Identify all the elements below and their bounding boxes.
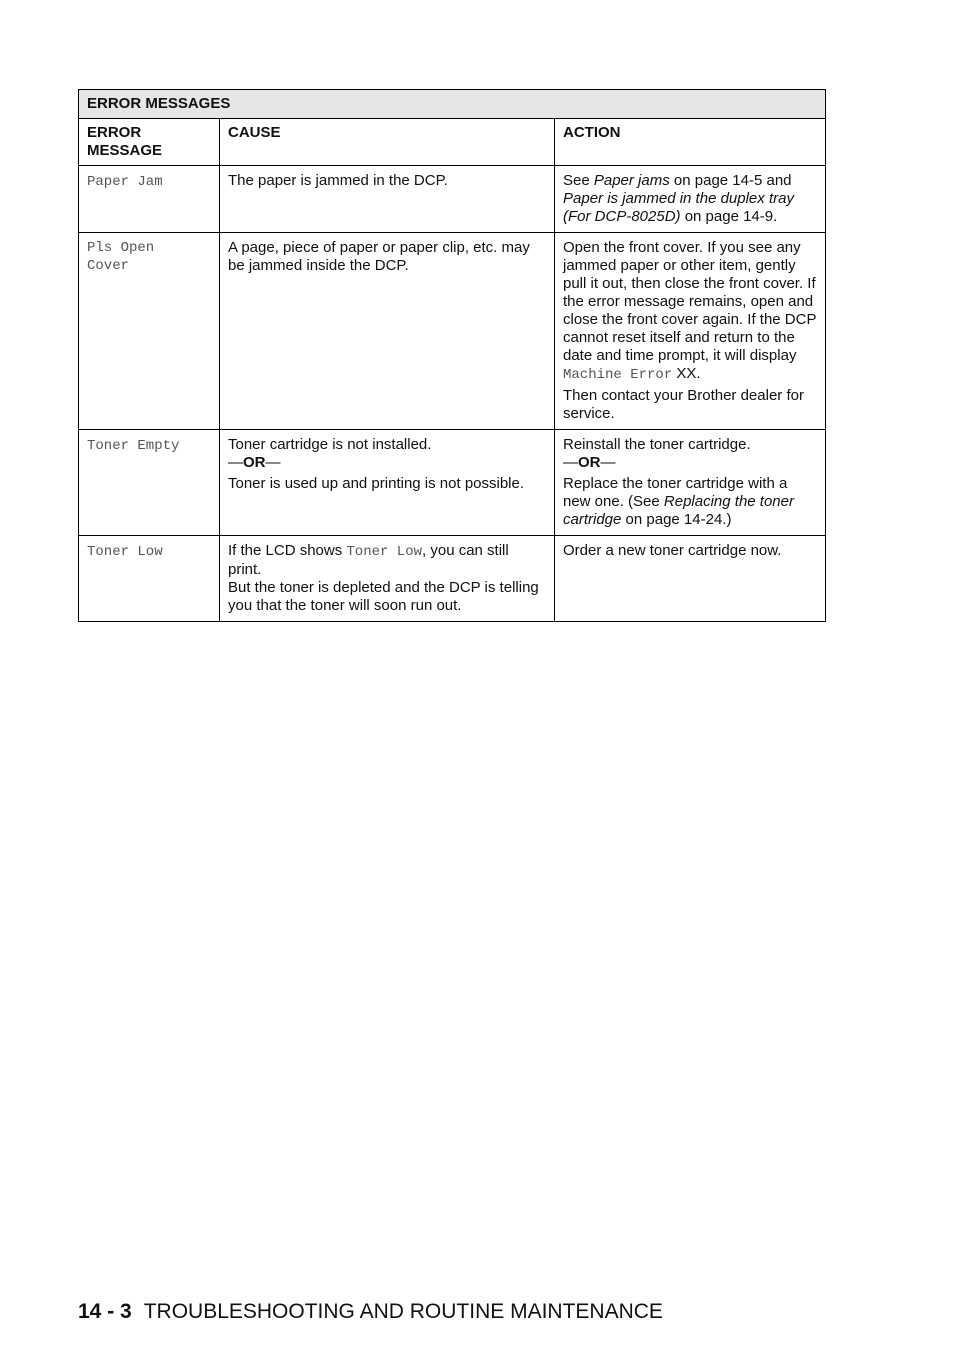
action-text-contact-dealer: Then contact your Brother dealer for service. [563,387,804,422]
action-text: See [563,172,594,189]
reference-paper-jams: Paper jams [593,172,670,189]
action-text: on page 14-9. [680,208,778,225]
or-label: OR [243,454,266,471]
error-message-text: Toner Low [87,544,163,560]
action-text: XX. [672,365,701,382]
action-text: Open the front cover. If you see any jammed paper or other item, gently pull it out, then close the front cover. If the error message remains, open and close the front cover again. If the DCP cannot reset itself and return to the date and time prompt, it will display [563,239,817,364]
page-number: 14 - 3 [78,1300,132,1323]
action-cell [555,166,826,233]
error-message-cell [79,233,220,430]
cause-cell [220,536,555,622]
lcd-code-toner-low: Toner Low [346,544,423,560]
action-text: Replace the toner cartridge with a new one. (See [563,475,788,510]
action-line: Reinstall the toner cartridge. [563,436,751,453]
table-row [79,166,826,233]
table-row [79,536,826,622]
header-cause: CAUSE [220,119,555,166]
dash: — [600,454,616,471]
table-row [79,233,826,430]
or-separator [228,454,546,472]
header-action: ACTION [555,119,826,166]
cause-line: But the toner is depleted and the DCP is telling you that the toner will soon run out. [228,579,539,614]
cause-line: Toner cartridge is not installed. [228,436,432,453]
error-message-cell [79,166,220,233]
table-title-row [79,90,826,119]
cause-cell: The paper is jammed in the DCP. [220,166,555,233]
cause-cell: A page, piece of paper or paper clip, etc. may be jammed inside the DCP. [220,233,555,430]
action-cell [555,233,826,430]
error-message-cell [79,430,220,536]
or-label: OR [578,454,601,471]
cause-line: Toner is used up and printing is not possible. [228,475,525,492]
table-title: ERROR MESSAGES [79,90,826,119]
error-message-cell [79,536,220,622]
section-title: TROUBLESHOOTING AND ROUTINE MAINTENANCE [143,1300,663,1323]
error-message-text: Pls Open Cover [87,240,155,274]
table-row [79,430,826,536]
table-header-row [79,119,826,166]
header-error-message: ERROR MESSAGE [79,119,220,166]
error-messages-table [78,89,826,622]
error-message-text: Toner Empty [87,438,180,454]
lcd-code-machine-error: Machine Error [563,367,673,383]
page-footer [78,1298,663,1326]
cause-cell [220,430,555,536]
dash: — [228,454,243,471]
dash: — [563,454,578,471]
or-separator [563,454,817,472]
action-text: on page 14-5 and [669,172,792,189]
dash: — [265,454,281,471]
reference-replacing-toner: Replacing the toner cartridge [563,493,794,528]
action-cell [555,430,826,536]
reference-duplex-tray: Paper is jammed in the duplex tray (For DCP-8025D) [563,190,794,225]
action-line [563,475,817,529]
action-text: on page 14-24.) [621,511,732,528]
cause-text: , you can still print. [228,542,509,578]
cause-text: If the LCD shows [228,542,347,559]
error-message-text: Paper Jam [87,174,163,190]
action-cell: Order a new toner cartridge now. [555,536,826,622]
